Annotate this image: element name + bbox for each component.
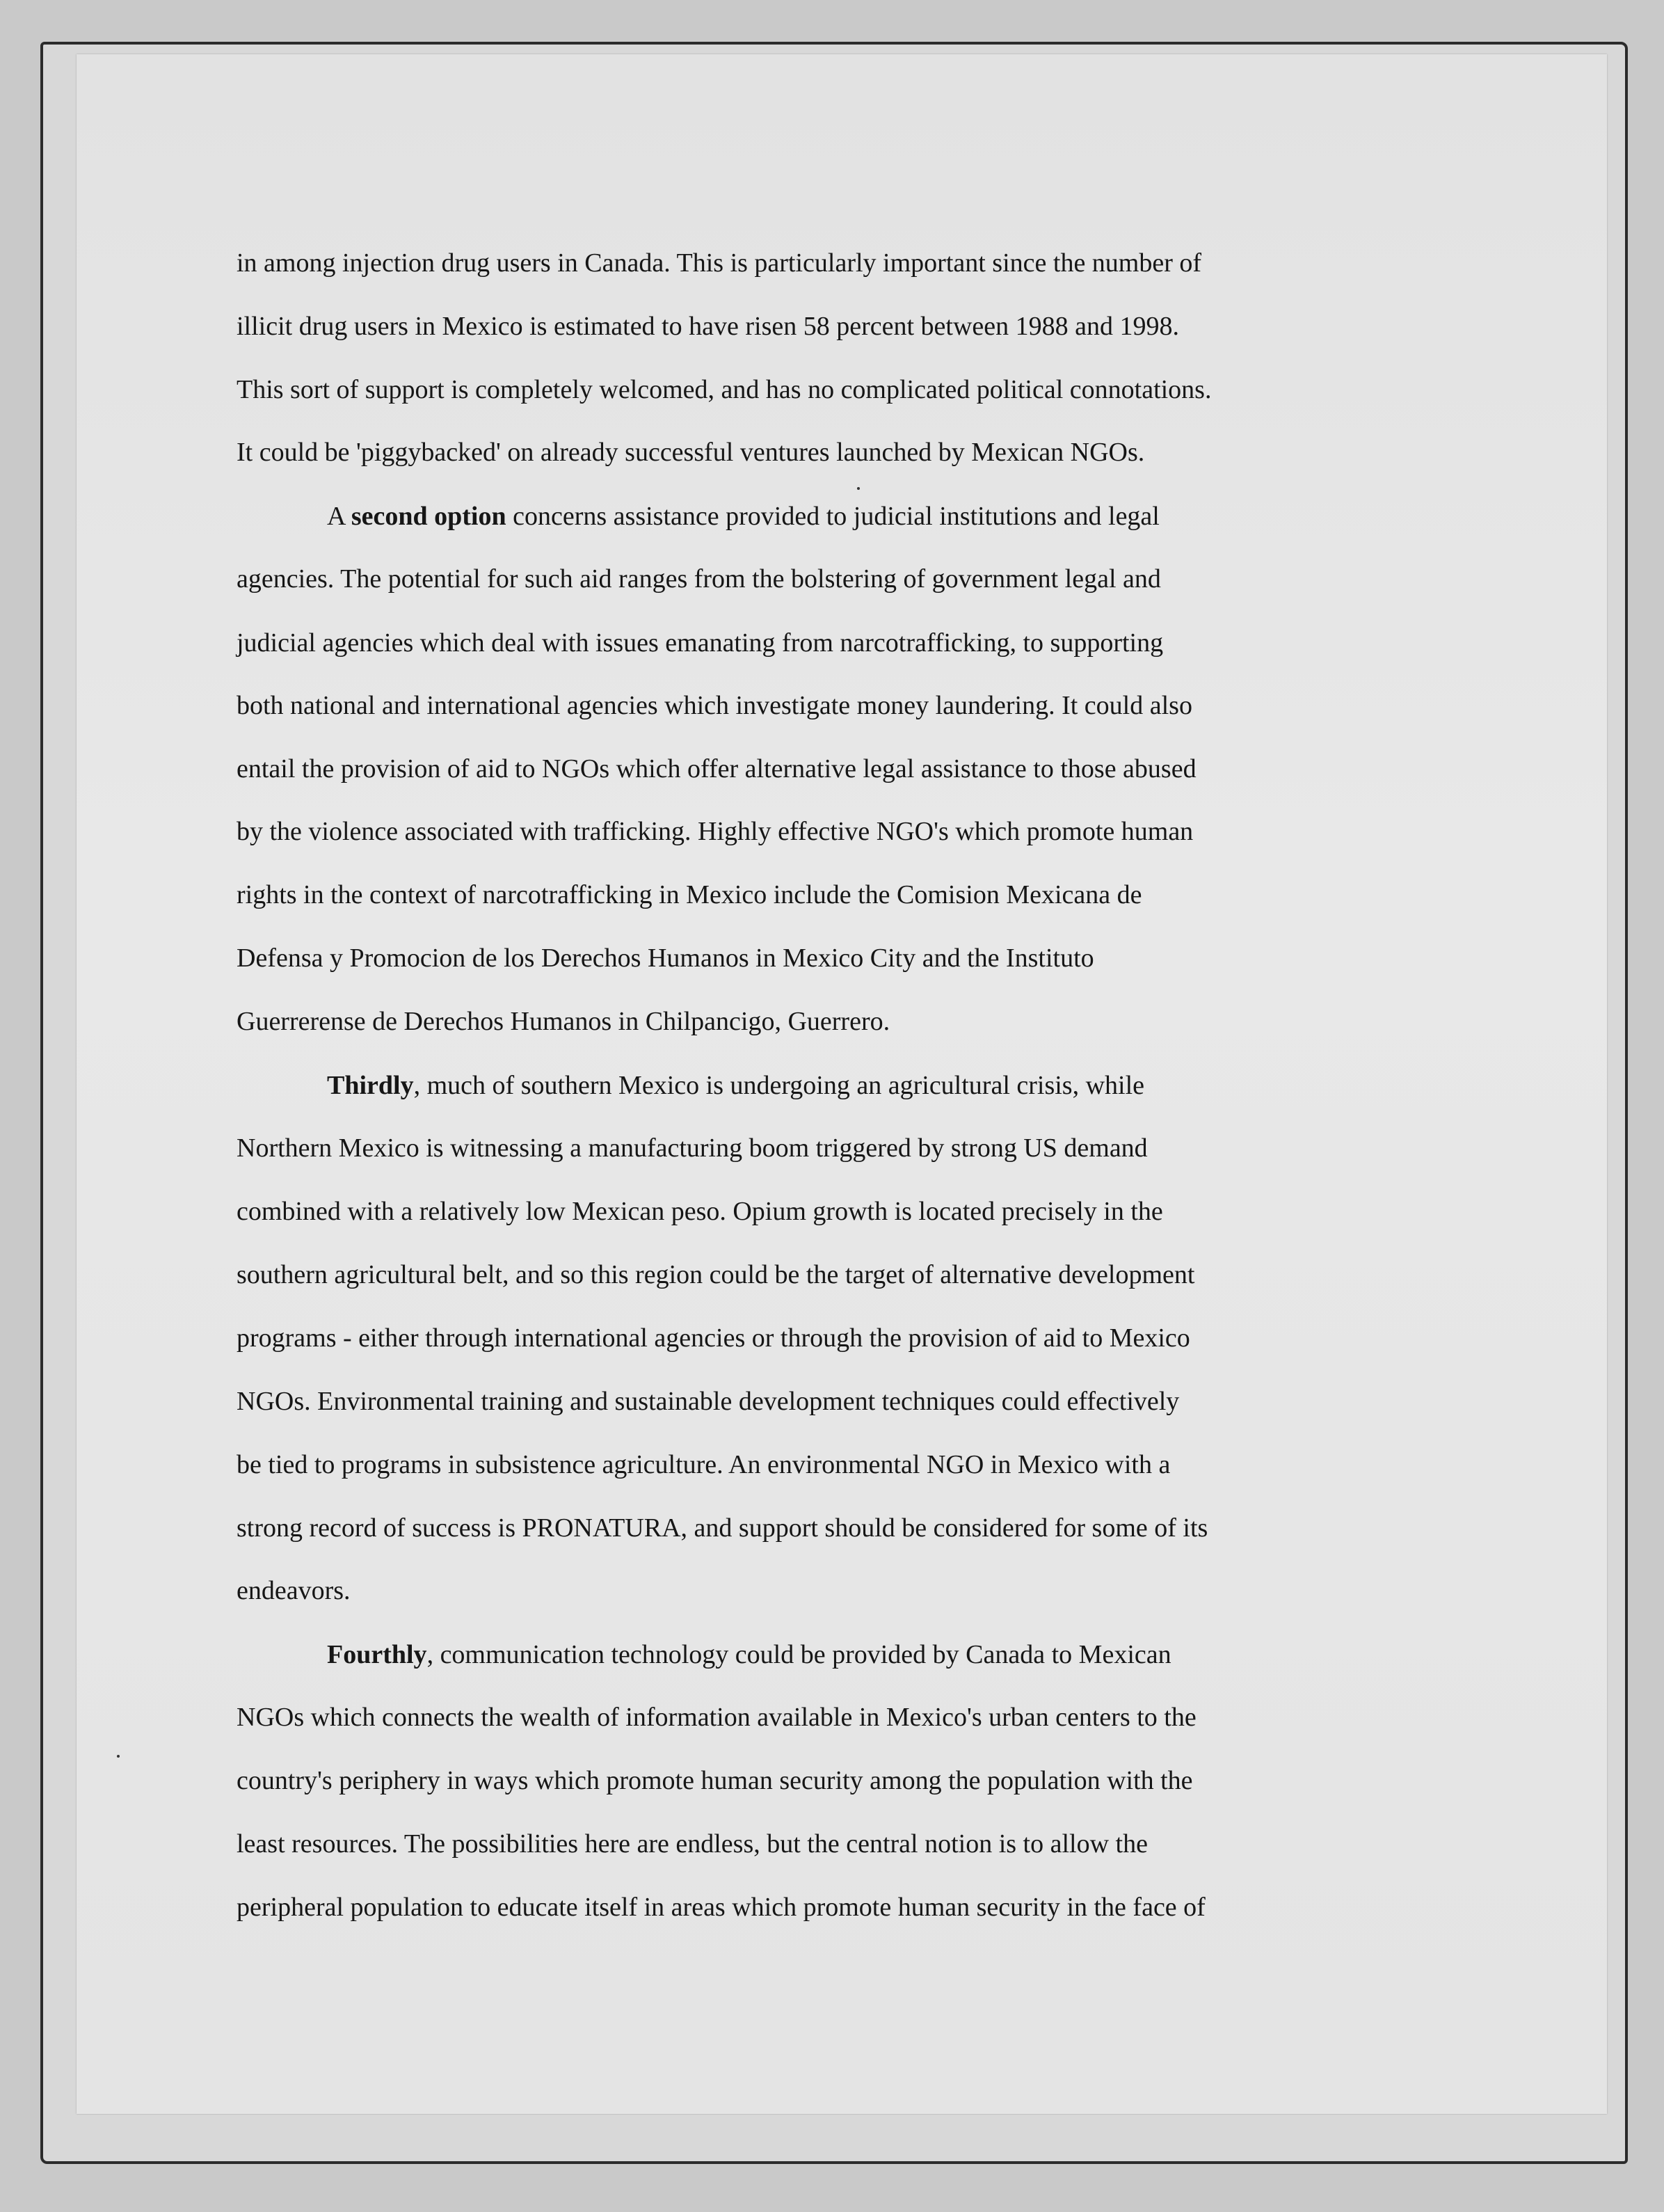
text-line: It could be 'piggybacked' on already successful ventures launched by Mexican NGOs. [237, 438, 1145, 467]
text-line: illicit drug users in Mexico is estimated to have risen 58 percent between 1988 and 1998. [237, 312, 1179, 341]
text-line: be tied to programs in subsistence agriculture. An environmental NGO in Mexico with a [237, 1450, 1171, 1479]
text-line: rights in the context of narcotrafficking in Mexico include the Comision Mexicana de [237, 880, 1142, 909]
scan-speck [117, 1755, 120, 1758]
bold-heading-second-option: second option [351, 502, 506, 531]
text-line: Defensa y Promocion de los Derechos Humanos in Mexico City and the Instituto [237, 944, 1094, 973]
text-line: southern agricultural belt, and so this region could be the target of alternative development [237, 1260, 1195, 1289]
text-line: endeavors. [237, 1576, 351, 1605]
paragraph-thirdly [327, 1070, 1144, 1101]
paragraph-fourthly [327, 1639, 1171, 1670]
text-run: , much of southern Mexico is undergoing an agricultural crisis, while [413, 1071, 1145, 1100]
text-line: strong record of success is PRONATURA, and support should be considered for some of its [237, 1513, 1208, 1543]
text-line: agencies. The potential for such aid ranges from the bolstering of government legal and [237, 564, 1161, 594]
text-run: , communication technology could be provided by Canada to Mexican [426, 1640, 1171, 1669]
text-line: Northern Mexico is witnessing a manufacturing boom triggered by strong US demand [237, 1133, 1148, 1163]
scan-speck [857, 487, 860, 490]
text-line: judicial agencies which deal with issues emanating from narcotrafficking, to supporting [237, 628, 1164, 658]
text-line: both national and international agencies which investigate money laundering. It could also [237, 691, 1192, 720]
text-line: combined with a relatively low Mexican peso. Opium growth is located precisely in the [237, 1197, 1163, 1226]
bold-heading-fourthly: Fourthly [327, 1640, 427, 1669]
text-line: entail the provision of aid to NGOs which offer alternative legal assistance to those abused [237, 754, 1197, 783]
text-line: NGOs. Environmental training and sustainable development techniques could effectively [237, 1387, 1180, 1416]
text-line: peripheral population to educate itself in areas which promote human security in the face of [237, 1893, 1206, 1922]
text-line: least resources. The possibilities here are endless, but the central notion is to allow the [237, 1829, 1148, 1859]
text-line: by the violence associated with trafficking. Highly effective NGO's which promote human [237, 817, 1194, 846]
text-line: in among injection drug users in Canada. This is particularly important since the number of [237, 248, 1202, 278]
text-run: A [327, 502, 351, 531]
text-line: Guerrerense de Derechos Humanos in Chilpancigo, Guerrero. [237, 1007, 890, 1036]
text-run: concerns assistance provided to judicial institutions and legal [506, 502, 1160, 531]
text-line: country's periphery in ways which promote human security among the population with the [237, 1766, 1193, 1795]
text-line: NGOs which connects the wealth of information available in Mexico's urban centers to the [237, 1703, 1197, 1732]
paragraph-second-option [327, 501, 1160, 532]
bold-heading-thirdly: Thirdly [327, 1071, 414, 1100]
text-line: This sort of support is completely welcomed, and has no complicated political connotations. [237, 375, 1212, 404]
text-line: programs - either through international agencies or through the provision of aid to Mexico [237, 1323, 1190, 1353]
